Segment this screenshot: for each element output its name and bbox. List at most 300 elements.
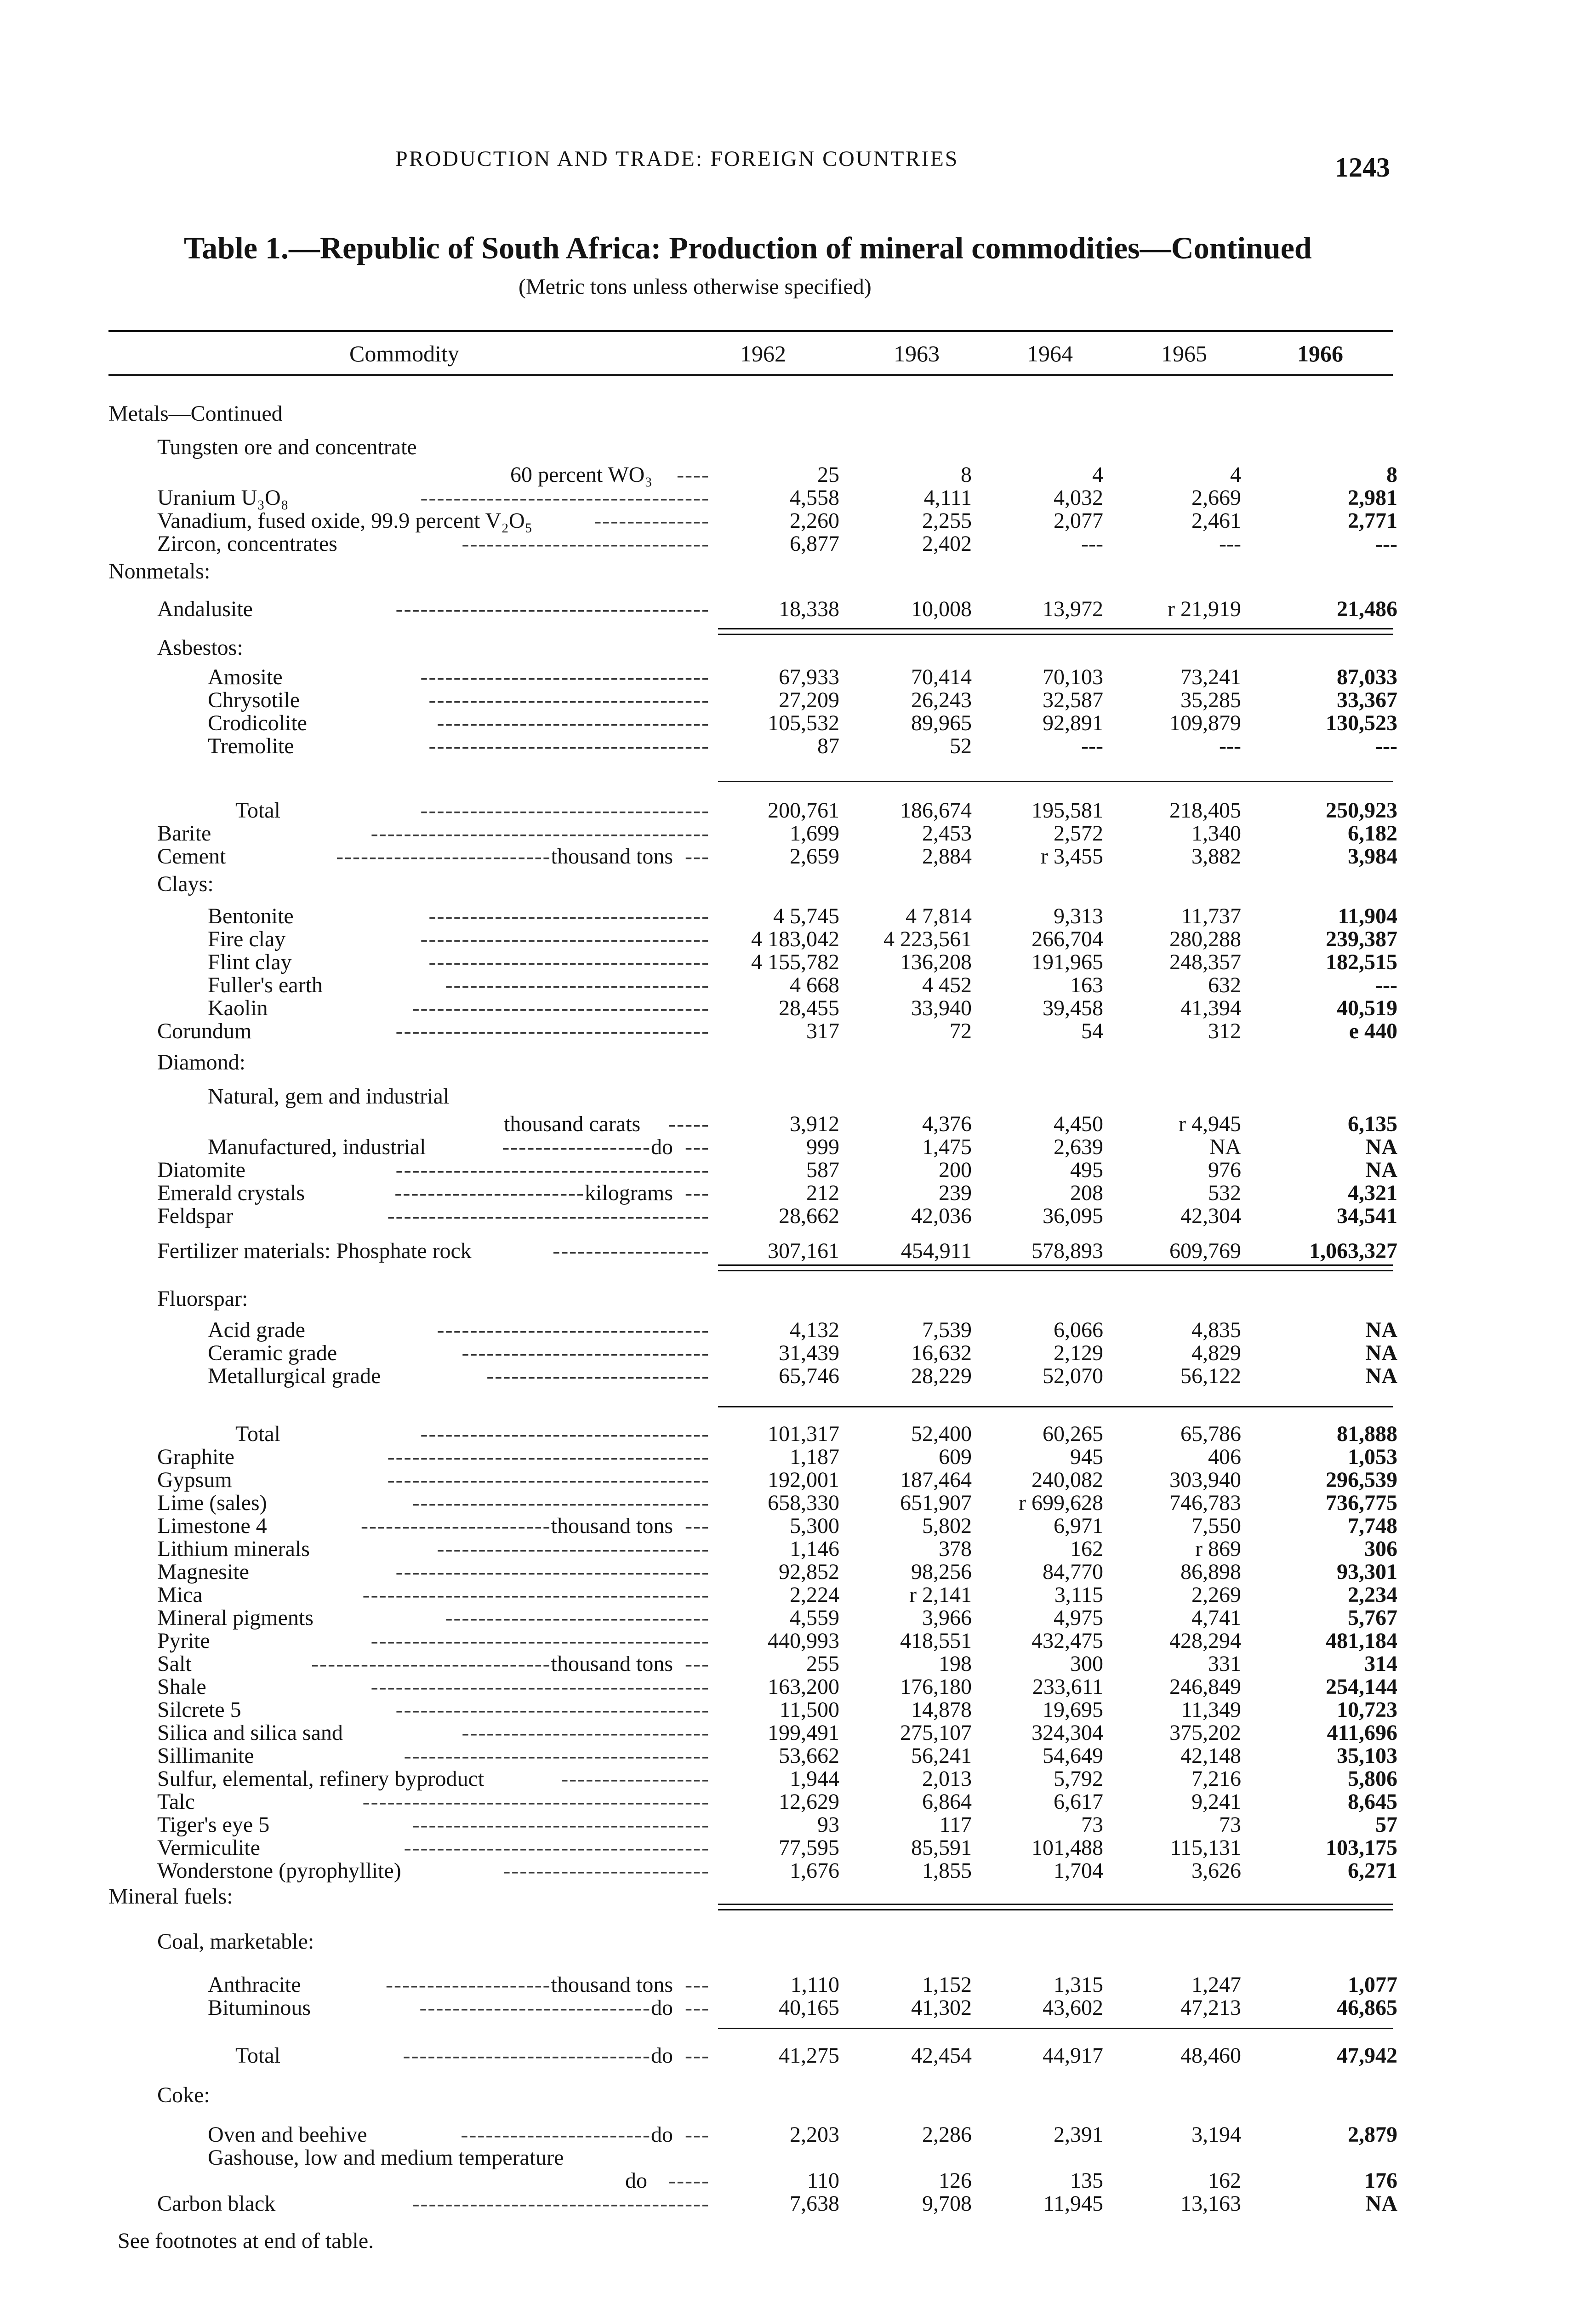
row-label: Vanadium, fused oxide, 99.9 percent V₂O₅ <box>157 509 533 533</box>
row-label: Uranium U₃O₈ <box>157 486 289 510</box>
table-row <box>0 735 1596 758</box>
dot-leader: --------------------------------------- <box>387 1204 710 1228</box>
cell-1965: 746,783 <box>1169 1491 1241 1515</box>
cell-1962: 93 <box>817 1813 839 1837</box>
cell-1966: 1,063,327 <box>1309 1239 1397 1263</box>
row-label: Corundum <box>157 1019 252 1043</box>
table-row <box>0 1973 1596 1996</box>
row-label: Fuller's earth <box>208 973 323 997</box>
cell-1962: 1,676 <box>790 1859 839 1883</box>
table-row <box>0 928 1596 951</box>
dot-leader: --- <box>685 1652 710 1676</box>
cell-1964: 233,611 <box>1032 1675 1103 1699</box>
cell-1965: 11,737 <box>1181 904 1241 928</box>
row-label: 60 percent WO₃ <box>510 463 653 487</box>
table-row <box>0 636 1596 659</box>
page-number: 1243 <box>1335 152 1390 183</box>
table-row <box>0 1319 1596 1342</box>
cell-1962: 999 <box>806 1135 839 1159</box>
dot-leader: -------------------------------------- <box>395 1158 710 1182</box>
cell-1964: 162 <box>1070 1537 1103 1561</box>
table-row <box>0 2192 1596 2215</box>
cell-1963: 2,286 <box>922 2122 972 2147</box>
cell-1966: 10,723 <box>1337 1698 1397 1722</box>
cell-1964: 6,971 <box>1054 1514 1103 1538</box>
dot-leader: --------------------------------- <box>437 1318 710 1342</box>
table-row <box>0 2044 1596 2067</box>
dot-leader: --------------------------------- <box>437 711 710 735</box>
cell-1966: 182,515 <box>1326 950 1397 974</box>
row-unit: thousand tons <box>551 1514 673 1538</box>
cell-1966: 4,321 <box>1348 1181 1397 1205</box>
cell-1965: 109,879 <box>1169 711 1241 735</box>
cell-1964: 432,475 <box>1032 1629 1103 1653</box>
row-label: Mineral pigments <box>157 1606 314 1630</box>
cell-1964: r 699,628 <box>1019 1491 1103 1515</box>
cell-1962: 1,699 <box>790 821 839 846</box>
dot-leader: ----------------------------------- <box>420 927 710 951</box>
dot-leader: -------------------- <box>385 1973 551 1997</box>
cell-1964: --- <box>1081 734 1103 758</box>
cell-1965: 73 <box>1219 1813 1241 1837</box>
cell-1965: 2,269 <box>1191 1583 1241 1607</box>
row-label: Tiger's eye 5 <box>157 1813 270 1837</box>
cell-1962: 4,558 <box>790 486 839 510</box>
row-unit: do <box>651 2122 673 2147</box>
table-row <box>0 1051 1596 1074</box>
cell-1966: 7,748 <box>1348 1514 1397 1538</box>
row-label: Amosite <box>208 665 283 689</box>
cell-1963: 2,402 <box>922 532 972 556</box>
table-row <box>0 845 1596 868</box>
cell-1963: 1,475 <box>922 1135 972 1159</box>
cell-1963: r 2,141 <box>909 1583 972 1607</box>
dot-leader: ------------------------------------------ <box>362 1790 710 1814</box>
row-label: Metallurgical grade <box>208 1364 381 1388</box>
row-label: Feldspar <box>157 1204 234 1228</box>
cell-1965: 3,882 <box>1191 844 1241 869</box>
cell-1966: 47,942 <box>1337 2043 1397 2068</box>
table-row <box>0 598 1596 621</box>
dot-leader: ------------------------------------- <box>404 1836 710 1860</box>
table-row <box>0 974 1596 997</box>
cell-1966: 103,175 <box>1326 1836 1397 1860</box>
cell-1966: 6,271 <box>1348 1859 1397 1883</box>
dot-leader: ------------------------- <box>503 1859 710 1883</box>
cell-1963: 378 <box>939 1537 972 1561</box>
row-label: Emerald crystals <box>157 1181 305 1205</box>
cell-1963: 98,256 <box>911 1560 972 1584</box>
cell-1966: 87,033 <box>1337 665 1397 689</box>
table-row <box>0 1342 1596 1365</box>
dot-leader: ------------------------------------ <box>412 996 710 1020</box>
cell-1965: 3,626 <box>1191 1859 1241 1883</box>
column-header-1965: 1965 <box>1161 341 1207 366</box>
column-header-commodity: Commodity <box>349 341 459 366</box>
dot-leader: ---------------------------------- <box>428 904 710 928</box>
cell-1962: 200,761 <box>768 798 839 823</box>
table-row <box>0 799 1596 822</box>
row-label: Barite <box>157 821 211 846</box>
section-rule <box>718 634 1393 635</box>
row-unit: thousand tons <box>551 1652 673 1676</box>
section-rule <box>718 1909 1393 1910</box>
cell-1963: 8 <box>961 463 972 487</box>
cell-1963: 200 <box>939 1158 972 1182</box>
dot-leader: --- <box>685 1181 710 1205</box>
row-label: Metals—Continued <box>108 401 283 426</box>
section-rule <box>718 1406 1393 1407</box>
cell-1964: 54 <box>1081 1019 1103 1043</box>
dot-leader: --- <box>685 1996 710 2020</box>
cell-1965: 1,247 <box>1191 1973 1241 1997</box>
column-header-1964: 1964 <box>1027 341 1073 366</box>
cell-1964: 2,077 <box>1054 509 1103 533</box>
dot-leader: ---------------------------- <box>419 1996 651 2020</box>
cell-1964: 1,315 <box>1054 1973 1103 1997</box>
dot-leader: ----------------------------------------- <box>370 821 710 846</box>
section-rule <box>718 1270 1393 1271</box>
cell-1962: 4 668 <box>790 973 839 997</box>
cell-1963: 42,454 <box>911 2043 972 2068</box>
cell-1964: 70,103 <box>1043 665 1103 689</box>
cell-1966: 254,144 <box>1326 1675 1397 1699</box>
row-label: Nonmetals: <box>108 559 211 583</box>
cell-1965: --- <box>1219 734 1241 758</box>
row-label: Graphite <box>157 1445 234 1469</box>
cell-1964: 11,945 <box>1043 2191 1103 2216</box>
dot-leader: ------------------------------------ <box>412 2191 710 2216</box>
cell-1965: 375,202 <box>1169 1721 1241 1745</box>
cell-1962: 212 <box>806 1181 839 1205</box>
dot-leader: -------------- <box>594 509 710 533</box>
table-row <box>0 689 1596 712</box>
cell-1965: 73,241 <box>1180 665 1241 689</box>
row-unit: thousand tons <box>551 1973 673 1997</box>
row-label: Zircon, concentrates <box>157 532 337 556</box>
cell-1966: 176 <box>1364 2168 1397 2193</box>
column-header-1962: 1962 <box>740 341 786 366</box>
cell-1966: 3,984 <box>1348 844 1397 869</box>
cell-1964: 195,581 <box>1032 798 1103 823</box>
cell-1965: 41,394 <box>1180 996 1241 1020</box>
cell-1962: 1,146 <box>790 1537 839 1561</box>
row-unit: do <box>651 1996 673 2020</box>
cell-1965: 632 <box>1208 973 1241 997</box>
table-row <box>0 2123 1596 2146</box>
row-unit: thousand tons <box>551 844 673 869</box>
dot-leader: --- <box>685 2122 710 2147</box>
cell-1966: 8,645 <box>1348 1790 1397 1814</box>
dot-leader: ----------------------- <box>361 1514 551 1538</box>
cell-1964: 240,082 <box>1032 1468 1103 1492</box>
cell-1964: 300 <box>1070 1652 1103 1676</box>
table-row <box>0 463 1596 486</box>
cell-1963: 2,013 <box>922 1767 972 1791</box>
cell-1966: NA <box>1365 1158 1397 1182</box>
cell-1965: r 869 <box>1195 1537 1241 1561</box>
row-label: Total <box>235 1422 280 1446</box>
dot-leader: ---------------------------------- <box>428 734 710 758</box>
cell-1965: 65,786 <box>1180 1422 1241 1446</box>
cell-1964: 5,792 <box>1054 1767 1103 1791</box>
cell-1965: 7,216 <box>1191 1767 1241 1791</box>
dot-leader: --- <box>685 1135 710 1159</box>
cell-1962: 87 <box>817 734 839 758</box>
dot-leader: ----------------------------------------- <box>370 1675 710 1699</box>
cell-1963: 609 <box>939 1445 972 1469</box>
cell-1964: 266,704 <box>1032 927 1103 951</box>
cell-1964: 13,972 <box>1043 597 1103 621</box>
cell-1966: 2,771 <box>1348 509 1397 533</box>
cell-1965: 976 <box>1208 1158 1241 1182</box>
cell-1962: 2,659 <box>790 844 839 869</box>
cell-1963: 52,400 <box>911 1422 972 1446</box>
cell-1962: 25 <box>817 463 839 487</box>
row-label: Oven and beehive <box>208 2122 367 2147</box>
dot-leader: ---- <box>677 463 710 487</box>
cell-1962: 11,500 <box>779 1698 839 1722</box>
cell-1966: 411,696 <box>1327 1721 1397 1745</box>
cell-1963: 52 <box>950 734 972 758</box>
cell-1963: 198 <box>939 1652 972 1676</box>
cell-1965: 246,849 <box>1169 1675 1241 1699</box>
cell-1963: 6,864 <box>922 1790 972 1814</box>
cell-1966: 35,103 <box>1337 1744 1397 1768</box>
cell-1966: 1,077 <box>1348 1973 1397 1997</box>
dot-leader: --------------------------------------- <box>387 1445 710 1469</box>
cell-1962: 18,338 <box>779 597 839 621</box>
cell-1962: 31,439 <box>779 1341 839 1365</box>
dot-leader: -------------------------------- <box>445 973 710 997</box>
row-label: Andalusite <box>157 597 253 621</box>
table-row <box>0 402 1596 425</box>
cell-1965: 312 <box>1208 1019 1241 1043</box>
cell-1964: 84,770 <box>1043 1560 1103 1584</box>
cell-1963: 186,674 <box>900 798 972 823</box>
row-label: Bituminous <box>208 1996 311 2020</box>
row-label: Limestone 4 <box>157 1514 267 1538</box>
table-row <box>0 1492 1596 1515</box>
dot-leader: ------------------ <box>561 1767 710 1791</box>
cell-1963: 72 <box>950 1019 972 1043</box>
cell-1965: 2,669 <box>1191 486 1241 510</box>
cell-1964: 73 <box>1081 1813 1103 1837</box>
cell-1962: 67,933 <box>779 665 839 689</box>
table-row <box>0 1653 1596 1676</box>
table-row <box>0 1182 1596 1205</box>
cell-1965: 331 <box>1208 1652 1241 1676</box>
cell-1962: 1,944 <box>790 1767 839 1791</box>
cell-1966: 34,541 <box>1337 1204 1397 1228</box>
cell-1964: 324,304 <box>1032 1721 1103 1745</box>
table-row <box>0 1561 1596 1584</box>
cell-1962: 4 183,042 <box>751 927 839 951</box>
row-label: Total <box>235 2043 280 2068</box>
cell-1963: 4,376 <box>922 1112 972 1136</box>
cell-1966: --- <box>1375 532 1397 556</box>
table-row <box>0 2169 1596 2192</box>
cell-1963: 4 452 <box>922 973 972 997</box>
row-label: thousand carats <box>504 1112 641 1136</box>
cell-1964: 208 <box>1070 1181 1103 1205</box>
cell-1964: 4 <box>1092 463 1103 487</box>
row-label: Carbon black <box>157 2191 276 2216</box>
cell-1962: 5,300 <box>790 1514 839 1538</box>
cell-1965: 42,304 <box>1180 1204 1241 1228</box>
cell-1962: 658,330 <box>768 1491 839 1515</box>
table-row <box>0 1790 1596 1813</box>
dot-leader: ------------------------------ <box>462 1341 710 1365</box>
cell-1966: 250,923 <box>1326 798 1397 823</box>
cell-1963: 176,180 <box>900 1675 972 1699</box>
section-rule <box>718 2028 1393 2029</box>
cell-1965: 162 <box>1208 2168 1241 2193</box>
table-row <box>0 1767 1596 1790</box>
row-label: Bentonite <box>208 904 294 928</box>
cell-1962: 53,662 <box>779 1744 839 1768</box>
cell-1966: 1,053 <box>1348 1445 1397 1469</box>
cell-1966: 296,539 <box>1326 1468 1397 1492</box>
row-label: Kaolin <box>208 996 268 1020</box>
table-row <box>0 509 1596 532</box>
cell-1962: 105,532 <box>768 711 839 735</box>
cell-1966: NA <box>1365 1318 1397 1342</box>
dot-leader: -------------------------- <box>336 844 551 869</box>
dot-leader: ------------------------------ <box>462 1721 710 1745</box>
cell-1964: 36,095 <box>1043 1204 1103 1228</box>
cell-1965: 56,122 <box>1180 1364 1241 1388</box>
cell-1963: 2,255 <box>922 509 972 533</box>
table-row <box>0 1630 1596 1653</box>
table-row <box>0 1365 1596 1388</box>
cell-1962: 192,001 <box>768 1468 839 1492</box>
cell-1963: 9,708 <box>922 2191 972 2216</box>
cell-1965: r 4,945 <box>1179 1112 1241 1136</box>
column-header-1966: 1966 <box>1297 341 1343 366</box>
cell-1966: 5,767 <box>1348 1606 1397 1630</box>
dot-leader: ------------------------------ <box>403 2043 651 2068</box>
cell-1962: 4 5,745 <box>773 904 839 928</box>
dot-leader: ----- <box>668 1112 710 1136</box>
cell-1962: 317 <box>806 1019 839 1043</box>
cell-1966: --- <box>1375 734 1397 758</box>
table-row <box>0 905 1596 928</box>
cell-1963: 70,414 <box>911 665 972 689</box>
cell-1965: 428,294 <box>1169 1629 1241 1653</box>
cell-1962: 1,110 <box>790 1973 839 1997</box>
dot-leader: ----- <box>668 2168 710 2193</box>
row-label: Sulfur, elemental, refinery byproduct <box>157 1767 484 1791</box>
cell-1964: 2,129 <box>1054 1341 1103 1365</box>
dot-leader: -------------------------------------- <box>395 1698 710 1722</box>
table-row <box>0 1136 1596 1159</box>
cell-1963: 651,907 <box>900 1491 972 1515</box>
cell-1964: 1,704 <box>1054 1859 1103 1883</box>
row-label: Total <box>235 798 280 823</box>
row-label: Diamond: <box>157 1050 245 1075</box>
cell-1964: 945 <box>1070 1445 1103 1469</box>
cell-1962: 307,161 <box>768 1239 839 1263</box>
cell-1965: 11,349 <box>1181 1698 1241 1722</box>
dot-leader: ------------------ <box>502 1135 651 1159</box>
cell-1965: 248,357 <box>1169 950 1241 974</box>
cell-1965: 7,550 <box>1191 1514 1241 1538</box>
table-row <box>0 1885 1596 1908</box>
cell-1965: r 21,919 <box>1168 597 1241 621</box>
cell-1962: 101,317 <box>768 1422 839 1446</box>
dot-leader: --- <box>685 1514 710 1538</box>
cell-1963: 14,878 <box>911 1698 972 1722</box>
row-label: Mineral fuels: <box>108 1884 233 1909</box>
cell-1965: 532 <box>1208 1181 1241 1205</box>
cell-1965: 86,898 <box>1180 1560 1241 1584</box>
table-row <box>0 2146 1596 2169</box>
cell-1962: 4,132 <box>790 1318 839 1342</box>
cell-1962: 77,595 <box>779 1836 839 1860</box>
cell-1965: 303,940 <box>1169 1468 1241 1492</box>
table-row <box>0 822 1596 845</box>
cell-1965: 4,835 <box>1191 1318 1241 1342</box>
cell-1964: 6,066 <box>1054 1318 1103 1342</box>
row-label: Shale <box>157 1675 206 1699</box>
cell-1963: 4 7,814 <box>906 904 972 928</box>
cell-1966: 2,981 <box>1348 486 1397 510</box>
cell-1966: 93,301 <box>1337 1560 1397 1584</box>
row-label: Silica and silica sand <box>157 1721 343 1745</box>
cell-1962: 65,746 <box>779 1364 839 1388</box>
cell-1966: 736,775 <box>1326 1491 1397 1515</box>
cell-1963: 2,453 <box>922 821 972 846</box>
cell-1964: 135 <box>1070 2168 1103 2193</box>
table-row <box>0 1859 1596 1882</box>
table-row <box>0 1584 1596 1607</box>
cell-1962: 163,200 <box>768 1675 839 1699</box>
cell-1965: 48,460 <box>1180 2043 1241 2068</box>
cell-1964: 60,265 <box>1043 1422 1103 1446</box>
table-subtitle: (Metric tons unless otherwise specified) <box>519 275 872 299</box>
table-row <box>0 1085 1596 1108</box>
column-header-1963: 1963 <box>894 341 940 366</box>
row-label: Coke: <box>157 2083 210 2107</box>
cell-1962: 2,260 <box>790 509 839 533</box>
dot-leader: ------------------------------------ <box>412 1813 710 1837</box>
cell-1965: 2,461 <box>1191 509 1241 533</box>
dot-leader: -------------------------------------- <box>395 1019 710 1043</box>
cell-1966: NA <box>1365 2191 1397 2216</box>
row-label: Wonderstone (pyrophyllite) <box>157 1859 401 1883</box>
cell-1963: 41,302 <box>911 1996 972 2020</box>
row-label: Magnesite <box>157 1560 249 1584</box>
cell-1965: 218,405 <box>1169 798 1241 823</box>
table-row <box>0 1930 1596 1953</box>
dot-leader: ----------------------------------------- <box>370 1629 710 1653</box>
cell-1965: 280,288 <box>1169 927 1241 951</box>
cell-1965: 13,163 <box>1180 2191 1241 2216</box>
table-row <box>0 1996 1596 2019</box>
cell-1966: 306 <box>1364 1537 1397 1561</box>
cell-1963: 2,884 <box>922 844 972 869</box>
row-label: Fire clay <box>208 927 286 951</box>
table-row <box>0 951 1596 974</box>
cell-1963: 33,940 <box>911 996 972 1020</box>
cell-1964: 2,639 <box>1054 1135 1103 1159</box>
cell-1964: 4,032 <box>1054 486 1103 510</box>
cell-1963: 26,243 <box>911 688 972 712</box>
table-row <box>0 560 1596 583</box>
cell-1963: 117 <box>939 1813 972 1837</box>
dot-leader: ----------------------- <box>394 1181 585 1205</box>
